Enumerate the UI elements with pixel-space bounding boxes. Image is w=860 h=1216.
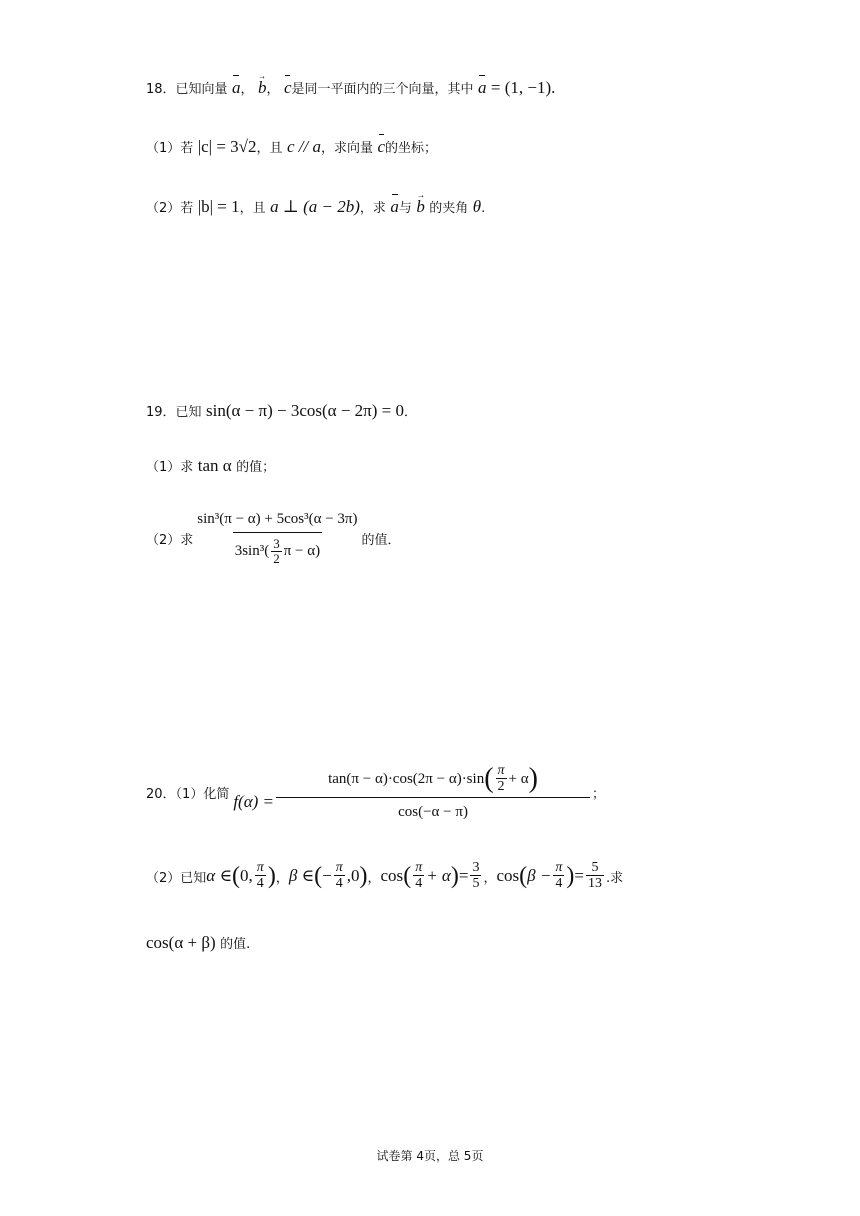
q18-part2: （2）若 |b| = 1，且 a ⊥ (a − 2b)，求 a与 → b 的夹角 θ. <box>146 197 485 217</box>
vector-c: c <box>283 78 292 97</box>
q20-fraction <box>276 763 590 822</box>
q19-tan-alpha: tan α <box>197 456 232 475</box>
q20-part1: 20．（1）化简 f(α) = tan(π − α)·cos(2π − α)·sin ( $\frac{\pi}{2}$ + α ) cos(−α − π) ； <box>146 762 606 821</box>
q18-part1-condition: |c| = 3√2 <box>197 137 257 156</box>
vector-b: → b <box>416 197 425 216</box>
q18-part1-parallel: c // a <box>286 137 321 156</box>
q19-part2: （2）求 sin³(π − α) + 5cos³(α − 3π) 3sin³( $\frac{3}{2}$ π − α) 的值． <box>146 511 401 566</box>
q19-fraction <box>195 511 359 567</box>
vector-b: → b <box>258 78 267 97</box>
q20-f-alpha: f(α) = <box>233 792 275 812</box>
q20-part2-line2: cos(α + β) 的值. <box>146 933 251 952</box>
vector-a: a <box>232 78 241 97</box>
q20-numerator: tan(π − α)·cos(2π − α)·sin ( $\frac{\pi}{2}$ + α ) <box>328 762 538 795</box>
vector-c: c <box>377 137 385 156</box>
q20-number: 20．（1）化简 <box>146 786 230 802</box>
q18-given: = (1, −1) <box>490 78 552 97</box>
q19-equation: sin(α − π) − 3cos(α − 2π) = 0 <box>206 401 404 420</box>
q19-part1: （1）求 tan α 的值； <box>146 456 276 475</box>
q18-part1: （1）若 |c| = 3√2，且 c // a，求向量 c的坐标； <box>146 137 438 156</box>
vector-a: a <box>390 197 399 216</box>
vector-a: a <box>477 78 487 97</box>
q18-part2-perpendicular: a ⊥ (a − 2b) <box>270 197 360 216</box>
theta-symbol: θ <box>472 197 482 216</box>
q19-numerator: sin³(π − α) + 5cos³(α − 3π) <box>197 511 358 527</box>
q18-number: 18． <box>146 82 176 97</box>
q18-stem: 18．已知向量 a， → b， c是同一平面内的三个向量，其中 a = (1, −1). <box>146 78 555 98</box>
q20-denominator: cos(−α − π) <box>276 797 590 821</box>
q19-stem: 19．已知 sin(α − π) − 3cos(α − 2π) = 0． <box>146 401 418 420</box>
q19-denominator: 3sin³( $\frac{3}{2}$ π − α) <box>233 532 322 567</box>
q20-part2: （2）已知 α ∈ ( 0, $\frac{\pi}{4}$ ) ， β ∈ ( − $\frac{\pi}{4}$ ,0 ) ， cos ( $\frac{\pi}{4}$ + α ) = $\frac{3}{5}$ ， cos ( β − $\frac{\pi}{4}$ ) = $\frac{5}{13}$ .求 <box>146 860 624 892</box>
q19-number: 19． <box>146 405 176 420</box>
q18-part2-condition: |b| = 1 <box>197 197 240 216</box>
page-footer: 试卷第 4页，总 5页 <box>376 1149 484 1163</box>
q20-cos-sum: cos(α + β) <box>146 933 216 952</box>
